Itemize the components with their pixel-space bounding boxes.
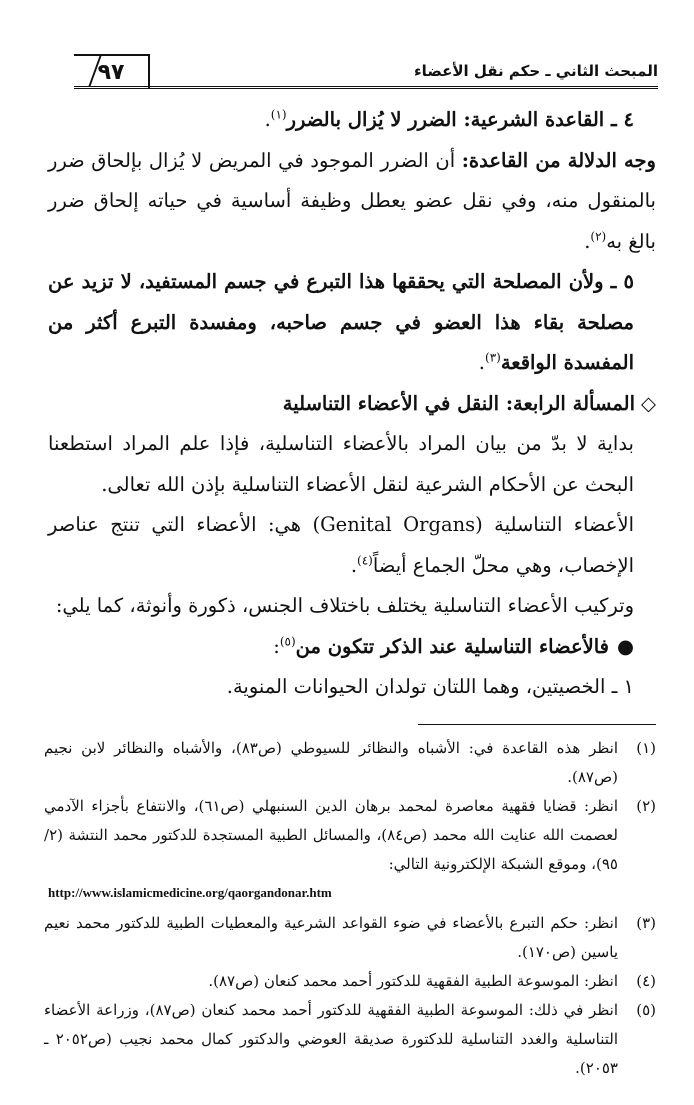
paragraph-definition xyxy=(48,505,656,586)
bullet-icon: ● xyxy=(616,634,634,658)
main-text xyxy=(48,100,656,708)
section-label: المسألة الرابعة: xyxy=(505,391,635,415)
footnote-text: انظر: حكم التبرع بالأعضاء في ضوء القواعد الشرعية والمعطيات الطبية للدكتور محمد نعيم ياسين (ص١٧٠). xyxy=(44,914,618,961)
rule-4-text: ٤ ـ القاعدة الشرعية: الضرر لا يُزال بالضرر xyxy=(286,108,634,131)
page-corner-decoration xyxy=(67,56,102,86)
paragraph-point-5 xyxy=(48,262,656,384)
footnote-2 xyxy=(44,792,656,879)
footnote-number: (٤) xyxy=(636,972,656,990)
male-organs-heading: فالأعضاء التناسلية عند الذكر تتكون من xyxy=(295,634,609,658)
page-number-box xyxy=(74,54,150,88)
footnote-ref-2: (٢) xyxy=(590,229,607,243)
definition-start: الأعضاء التناسلية xyxy=(482,513,635,536)
footnote-5 xyxy=(44,996,656,1083)
footnote-url: http://www.islamicmedicine.org/qaorgandonar.htm xyxy=(48,885,332,900)
footnote-text: انظر: الموسوعة الطبية الفقهية للدكتور أحمد محمد كنعان (ص٨٧). xyxy=(208,972,618,990)
footnotes xyxy=(44,734,656,1083)
footnote-number: (٥) xyxy=(636,1001,656,1019)
footnote-text: انظر هذه القاعدة في: الأشباه والنظائر للسيوطي (ص٨٣)، والأشباه والنظائر لابن نجيم (ص٨٧). xyxy=(44,739,618,786)
definition-english-term: (Genital Organs) xyxy=(312,513,483,536)
footnote-number: (٣) xyxy=(636,914,656,932)
paragraph-rule-4 xyxy=(48,100,656,141)
paragraph-male-organs xyxy=(48,627,656,668)
footnote-ref-4: (٤) xyxy=(357,553,373,567)
header-rule xyxy=(74,86,658,89)
footnote-ref-5: (٥) xyxy=(279,634,296,648)
paragraph-intro: بداية لا بدّ من بيان المراد بالأعضاء التناسلية، فإذا علم المراد استطعنا البحث عن الأحكام الشرعية لنقل الأعضاء التناسلية بإذن الله تعالى. xyxy=(48,432,634,496)
evidence-text: أن الضرر الموجود في المريض لا يُزال بإلحاق ضرر بالمنقول منه، وفي نقل عضو يعطل وظيفة أساسية في حياته إلحاق ضرر بالغ به xyxy=(48,148,656,253)
diamond-icon: ◇ xyxy=(641,391,656,415)
section-title: النقل في الأعضاء التناسلية xyxy=(282,391,506,415)
footnote-1 xyxy=(44,734,656,792)
running-title: المبحث الثاني ـ حكم نقل الأعضاء xyxy=(414,62,658,80)
footnote-separator xyxy=(418,724,656,725)
definition-rest: هي: الأعضاء التي تنتج عناصر الإخصاب، وهي محلّ الجماع أيضاً xyxy=(48,513,634,577)
evidence-end: . xyxy=(584,229,591,253)
page-number: ٩٧ xyxy=(97,59,125,85)
footnote-ref-3: (٣) xyxy=(485,350,501,365)
footnote-number: (٢) xyxy=(636,797,656,815)
paragraph-composition: وتركيب الأعضاء التناسلية يختلف باختلاف الجنس، ذكورة وأنوثة، كما يلي: xyxy=(55,594,634,617)
male-organs-end: : xyxy=(273,634,280,658)
definition-end: . xyxy=(350,553,358,577)
page-header xyxy=(52,44,658,90)
rule-4-end: . xyxy=(264,108,271,131)
footnote-text: انظر في ذلك: الموسوعة الطبية الفقهية للدكتور أحمد محمد كنعان (ص٨٧)، وزراعة الأعضاء التناسلية والغدد التناسلية للدكتورة صديقة العوضي والدكتور كمال محمد نجيب (ص٢٠٥٢ ـ ٢٠٥٣). xyxy=(44,1001,618,1077)
point-5-text: ٥ ـ ولأن المصلحة التي يحققها هذا التبرع في جسم المستفيد، لا تزيد عن مصلحة بقاء هذا العضو في جسم صاحبه، ومفسدة التبرع أكثر من المفسدة الواقعة xyxy=(48,270,634,374)
evidence-heading: وجه الدلالة من القاعدة: xyxy=(461,148,656,172)
list-item-testes: ١ ـ الخصيتين، وهما اللتان تولدان الحيوانات المنوية. xyxy=(226,675,634,698)
paragraph-evidence xyxy=(48,141,656,263)
footnote-ref-1: (١) xyxy=(270,107,287,122)
footnote-4 xyxy=(44,967,656,996)
section-heading xyxy=(48,384,656,425)
point-5-end: . xyxy=(478,351,485,374)
footnote-number: (١) xyxy=(636,739,656,757)
footnote-text: انظر: قضايا فقهية معاصرة لمحمد برهان الدين السنبهلي (ص٦١)، والانتفاع بأجزاء الآدمي لعصمت الله عنايت الله محمد (ص٨٤)، والمسائل الطبية المستجدة للدكتور محمد النتشة (٢/ ٩٥)، وموقع الشبكة الإلكترونية التالي: xyxy=(44,797,618,873)
footnote-3 xyxy=(44,909,656,967)
